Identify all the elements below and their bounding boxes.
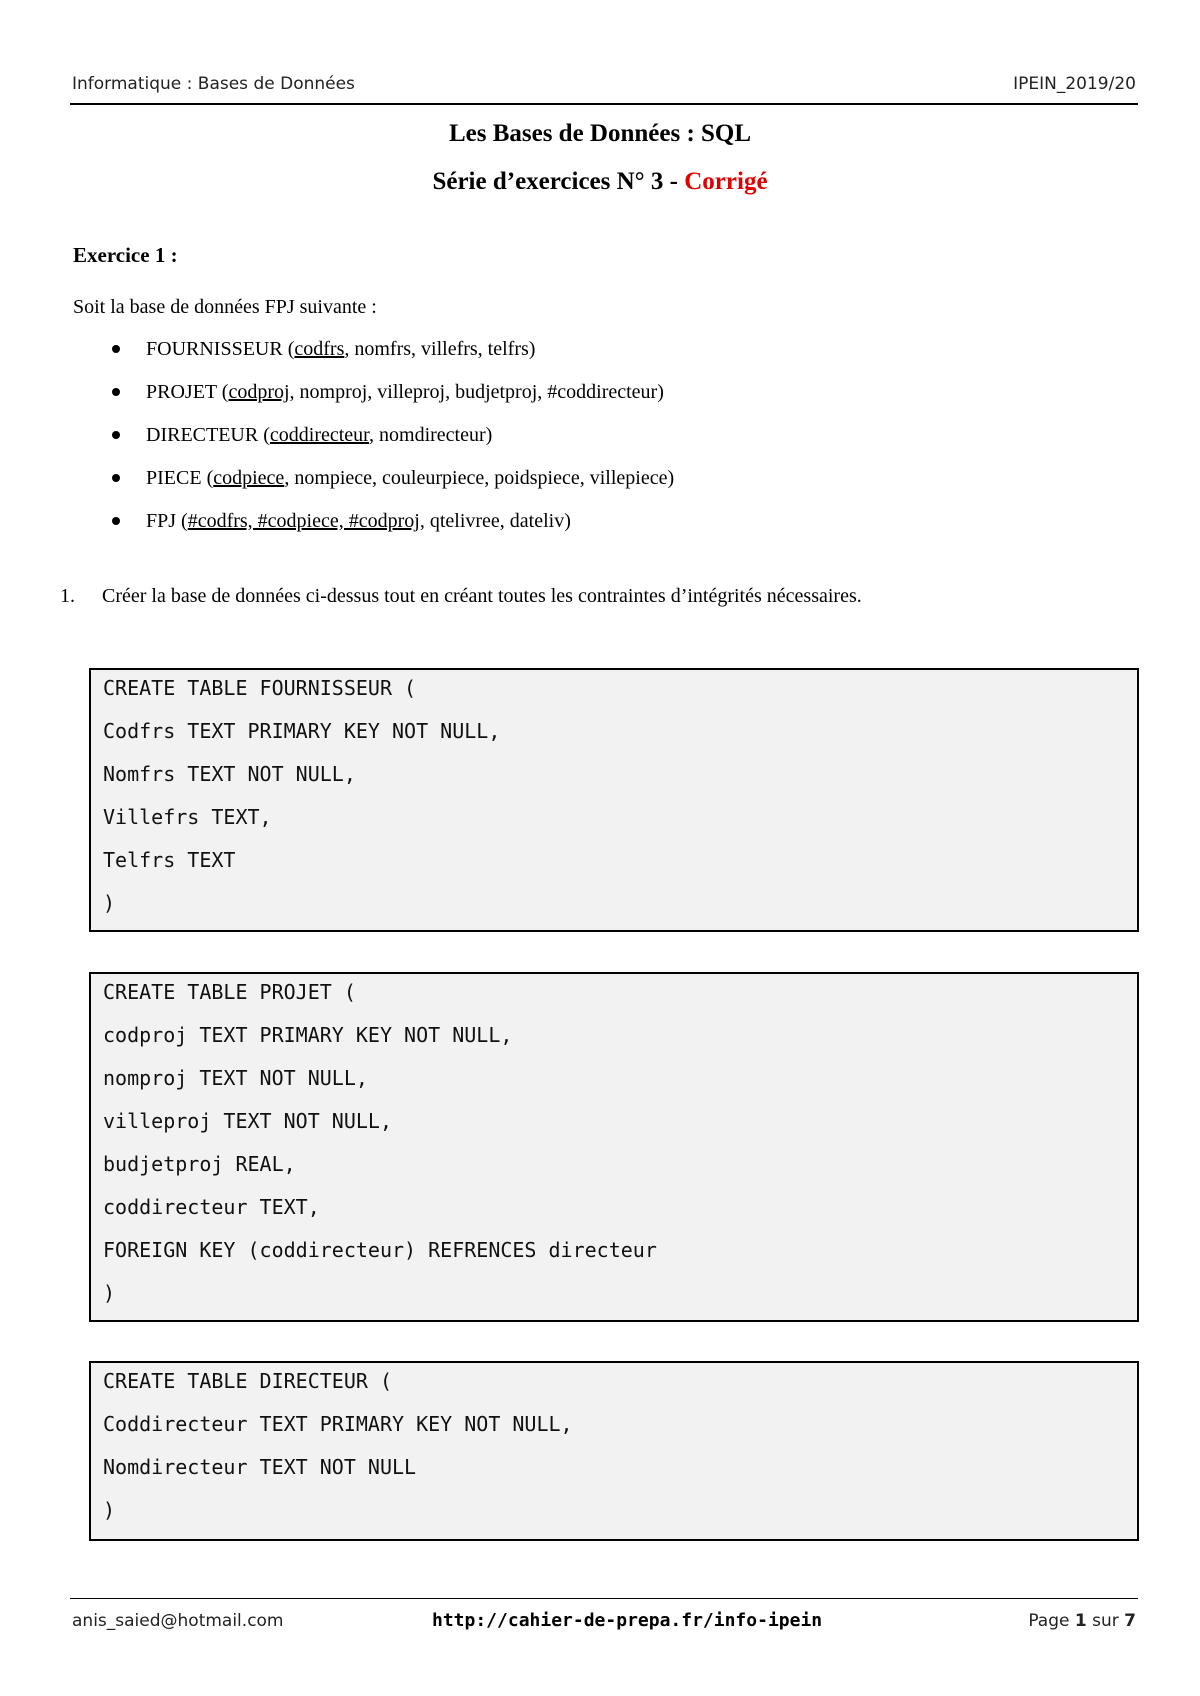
schema-primary-key: codfrs (294, 338, 345, 360)
code-line: budjetproj REAL, (103, 1152, 296, 1176)
page-header-right: IPEIN_2019/20 (1013, 74, 1136, 94)
footer-email: anis_saied@hotmail.com (72, 1611, 284, 1631)
schema-open: ( (176, 510, 188, 532)
schema-table-name: FPJ (146, 510, 177, 532)
question-text: Créer la base de données ci-dessus tout en créant toutes les contraintes d’intégrités nécessaires. (102, 585, 862, 607)
code-line: Telfrs TEXT (103, 848, 236, 872)
document-subtitle (0, 168, 1200, 196)
code-line: Nomdirecteur TEXT NOT NULL (103, 1455, 417, 1479)
schema-primary-key: coddirecteur (269, 424, 370, 446)
page-total: 7 (1124, 1611, 1136, 1631)
header-rule (70, 103, 1138, 105)
page-header-left: Informatique : Bases de Données (72, 74, 355, 94)
schema-primary-key: #codfrs, #codpiece, #codproj (187, 510, 420, 532)
code-line: Nomfrs TEXT NOT NULL, (103, 762, 356, 786)
code-line: FOREIGN KEY (coddirecteur) REFRENCES directeur (103, 1238, 657, 1262)
exercise-title: Exercice 1 : (73, 243, 178, 267)
subtitle-prefix: Série d’exercices N° 3 - (432, 168, 685, 195)
code-line: coddirecteur TEXT, (103, 1195, 320, 1219)
schema-item-piece (108, 465, 674, 508)
schema-open: ( (258, 424, 270, 446)
code-line: nomproj TEXT NOT NULL, (103, 1066, 368, 1090)
question-1 (60, 585, 862, 608)
schema-open: ( (282, 338, 295, 360)
schema-columns: , nompiece, couleurpiece, poidspiece, villepiece) (284, 467, 675, 489)
schema-columns: , nomproj, villeproj, budjetproj, #coddirecteur) (289, 381, 664, 403)
schema-table-name: FOURNISSEUR (146, 338, 283, 360)
code-line: CREATE TABLE PROJET ( (103, 980, 356, 1004)
code-line: Villefrs TEXT, (103, 805, 272, 829)
schema-table-name: DIRECTEUR (146, 424, 259, 446)
schema-primary-key: codpiece (213, 467, 285, 489)
code-block-directeur (89, 1361, 1139, 1541)
schema-columns: , nomdirecteur) (369, 424, 493, 446)
code-line: ) (103, 1281, 116, 1305)
code-line: villeproj TEXT NOT NULL, (103, 1109, 392, 1133)
page-label: Page (1028, 1611, 1075, 1631)
schema-columns: , nomfrs, villefrs, telfrs) (344, 338, 536, 360)
schema-primary-key: codproj (228, 381, 290, 403)
schema-item-directeur (108, 422, 674, 465)
bullet-icon (112, 431, 120, 439)
bullet-icon (112, 474, 120, 482)
code-line: Codfrs TEXT PRIMARY KEY NOT NULL, (103, 719, 501, 743)
footer-page-number (1028, 1611, 1136, 1631)
schema-table-name: PIECE (146, 467, 202, 489)
bullet-icon (112, 517, 120, 525)
schema-list (108, 336, 674, 551)
code-line: CREATE TABLE DIRECTEUR ( (103, 1369, 392, 1393)
bullet-icon (112, 388, 120, 396)
exercise-intro: Soit la base de données FPJ suivante : (73, 296, 377, 318)
question-number: 1. (60, 585, 75, 607)
page-sep: sur (1086, 1611, 1125, 1631)
schema-open: ( (216, 381, 229, 403)
code-line: CREATE TABLE FOURNISSEUR ( (103, 676, 417, 700)
code-line: codproj TEXT PRIMARY KEY NOT NULL, (103, 1023, 513, 1047)
footer-url[interactable]: http://cahier-de-prepa.fr/info-ipein (432, 1610, 823, 1631)
schema-item-projet (108, 379, 674, 422)
bullet-icon (112, 345, 120, 353)
schema-item-fpj (108, 508, 674, 551)
schema-table-name: PROJET (146, 381, 217, 403)
document-title: Les Bases de Données : SQL (448, 120, 752, 147)
code-line: ) (103, 1498, 116, 1522)
code-line: Coddirecteur TEXT PRIMARY KEY NOT NULL, (103, 1412, 573, 1436)
schema-item-fournisseur (108, 336, 674, 379)
code-block-projet (89, 972, 1139, 1322)
schema-open: ( (201, 467, 214, 489)
code-block-fournisseur (89, 668, 1139, 932)
code-line: ) (103, 891, 116, 915)
schema-columns: , qtelivree, dateliv) (419, 510, 571, 532)
page-current: 1 (1074, 1611, 1087, 1631)
subtitle-highlight: Corrigé (684, 168, 768, 195)
footer-rule (70, 1598, 1138, 1599)
